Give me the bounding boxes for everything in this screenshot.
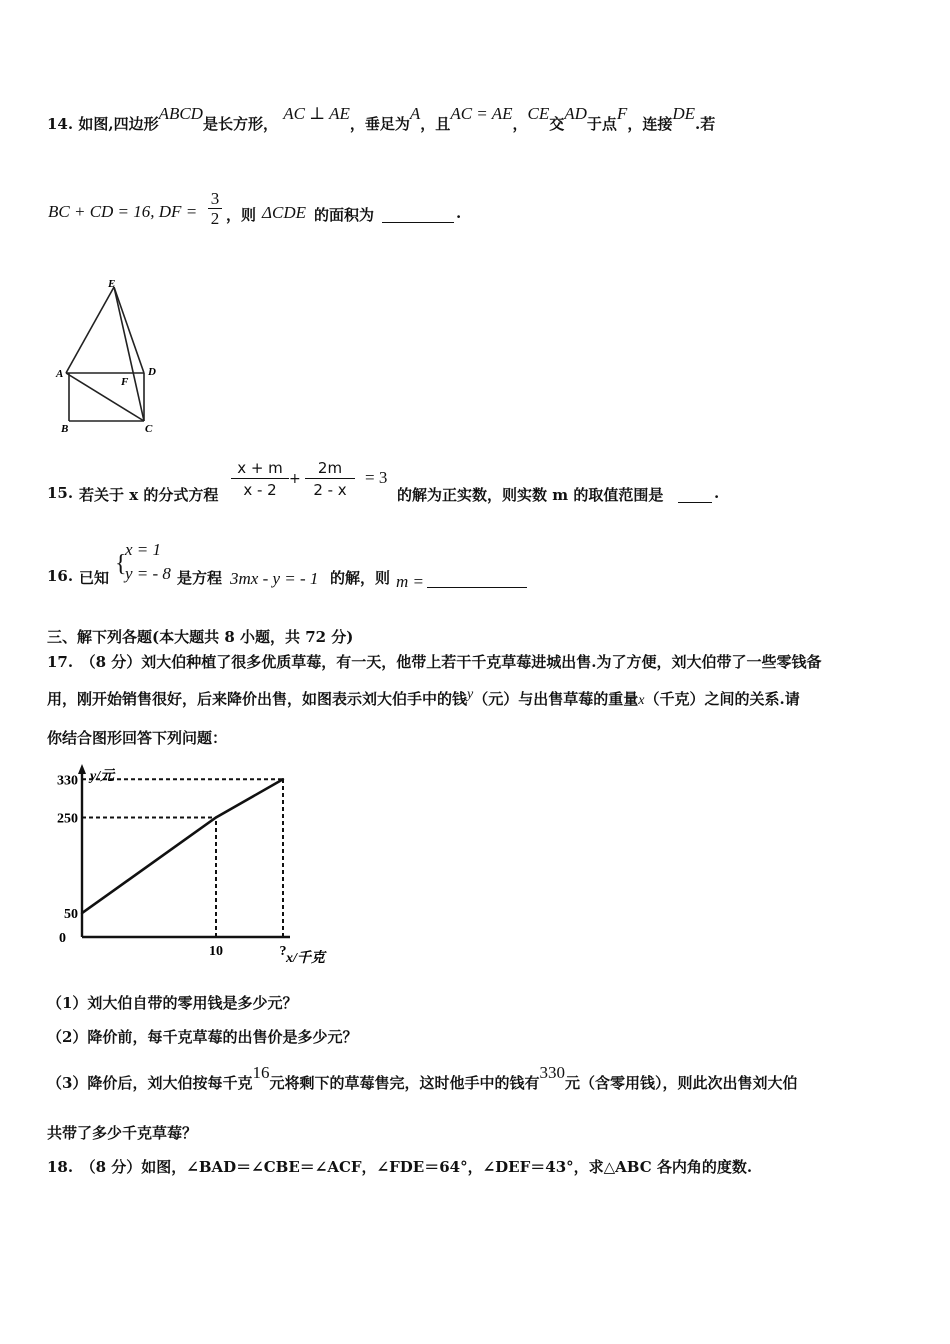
- label-e: E: [108, 278, 116, 290]
- system-eq2: y = - 8: [125, 564, 171, 583]
- q17-line3: 你结合图形回答下列问题：: [47, 729, 228, 747]
- math-de: DE: [672, 104, 695, 123]
- var-y: y: [467, 687, 474, 702]
- total-330: 330: [539, 1063, 565, 1082]
- answer-blank-16[interactable]: [427, 573, 527, 588]
- chart-guides: [82, 779, 283, 937]
- data-point-2: [282, 778, 284, 780]
- q17-sub3-cont: 共带了多少千克草莓？: [47, 1124, 198, 1142]
- fraction-x-plus-m: x + m x - 2: [231, 458, 289, 501]
- math-abcd: ABCD: [158, 104, 203, 123]
- price-16: 16: [252, 1063, 270, 1082]
- q14-number: 14.: [47, 115, 74, 133]
- math-equation: 3mx - y = - 1: [230, 569, 319, 588]
- segment-ae: [66, 287, 114, 373]
- x-axis-label: x/千克: [286, 951, 325, 966]
- q17-sub3: （3）降价后，刘大伯按每千克16元将剩下的草莓售完，这时他手中的钱有330元（含零用钱），则此次出售刘大伯: [47, 1063, 798, 1092]
- q17-sub2: （2）降价前，每千克草莓的出售价是多少元？: [47, 1028, 358, 1046]
- q18: 18. （8 分）如图，∠BAD＝∠CBE＝∠ACF，∠FDE＝64°，∠DEF＝43°，求△ABC 各内角的度数.: [47, 1158, 753, 1176]
- money-weight-chart: [40, 760, 340, 970]
- system-brace: {: [115, 551, 127, 577]
- math-triangle-cde: ΔCDE: [262, 203, 306, 222]
- fraction-3-2: 3 2: [208, 190, 222, 229]
- segment-ec: [114, 287, 144, 421]
- q15: 15. 若关于 x 的分式方程 x + m x - 2 + 2m 2 - x = 3 的解为正实数，则实数 m 的取值范围是 .: [47, 459, 720, 504]
- y-tick-label-330: 330: [57, 773, 78, 789]
- answer-blank-15[interactable]: [678, 488, 712, 503]
- math-ce: CE: [527, 104, 550, 123]
- data-point-1: [215, 816, 217, 818]
- fraction-2m: 2m 2 - x: [305, 458, 355, 501]
- q14-line1: 14. 如图,四边形ABCD是长方形， AC ⊥ AE，垂足为A，且AC = AE，CE交AD于点F，连接DE.若: [47, 104, 716, 133]
- chart-ticks: [57, 773, 287, 959]
- math-f: F: [616, 104, 628, 123]
- y-axis-label: y/元: [90, 769, 115, 784]
- section-3-title: 三、解下列各题(本大题共 8 小题，共 72 分): [47, 628, 354, 646]
- label-c: C: [145, 423, 153, 435]
- label-d: D: [148, 366, 156, 378]
- q15-number: 15.: [47, 484, 74, 502]
- segment-ed: [114, 287, 144, 373]
- var-x: x: [638, 693, 645, 708]
- q14-figure: [52, 276, 162, 438]
- chart-axes: [78, 764, 290, 937]
- series-line-0: [82, 779, 283, 913]
- math-ad: AD: [564, 104, 587, 123]
- q17-sub1: （1）刘大伯自带的零用钱是多少元？: [47, 994, 298, 1012]
- math-bc-cd: BC + CD = 16, DF =: [48, 202, 198, 221]
- label-b: B: [61, 423, 69, 435]
- y-tick-label-250: 250: [57, 811, 78, 827]
- x-tick-label-1: 10: [209, 944, 223, 959]
- label-f: F: [121, 376, 129, 388]
- math-a: A: [409, 104, 421, 123]
- segment-ac: [66, 373, 144, 421]
- data-point-0: [81, 912, 83, 914]
- q16: 16. 已知 { x = 1 y = - 8 是方程 3mx - y = - 1 的解，则 m =: [47, 540, 747, 592]
- math-perp: AC ⊥ AE: [283, 104, 350, 123]
- chart-series: [81, 778, 284, 914]
- y-axis-arrow: [78, 764, 86, 774]
- q17-line2: 用，刚开始销售很好，后来降价出售，如图表示刘大伯手中的钱y（元）与出售草莓的重量x（千克）之间的关系.请: [47, 687, 800, 708]
- origin-label: 0: [59, 931, 66, 946]
- system-eq1: x = 1: [125, 540, 162, 559]
- label-a: A: [56, 368, 64, 380]
- x-tick-label-2: ?: [279, 944, 287, 959]
- y-tick-label-50: 50: [64, 907, 78, 923]
- q16-number: 16.: [47, 567, 74, 585]
- math-ac-eq-ae: AC = AE: [450, 104, 513, 123]
- q17-line1: 17. （8 分）刘大伯种植了很多优质草莓，有一天，他带上若干千克草莓进城出售.为了方便，刘大伯带了一些零钱备: [47, 653, 822, 671]
- answer-blank-14[interactable]: [382, 208, 454, 223]
